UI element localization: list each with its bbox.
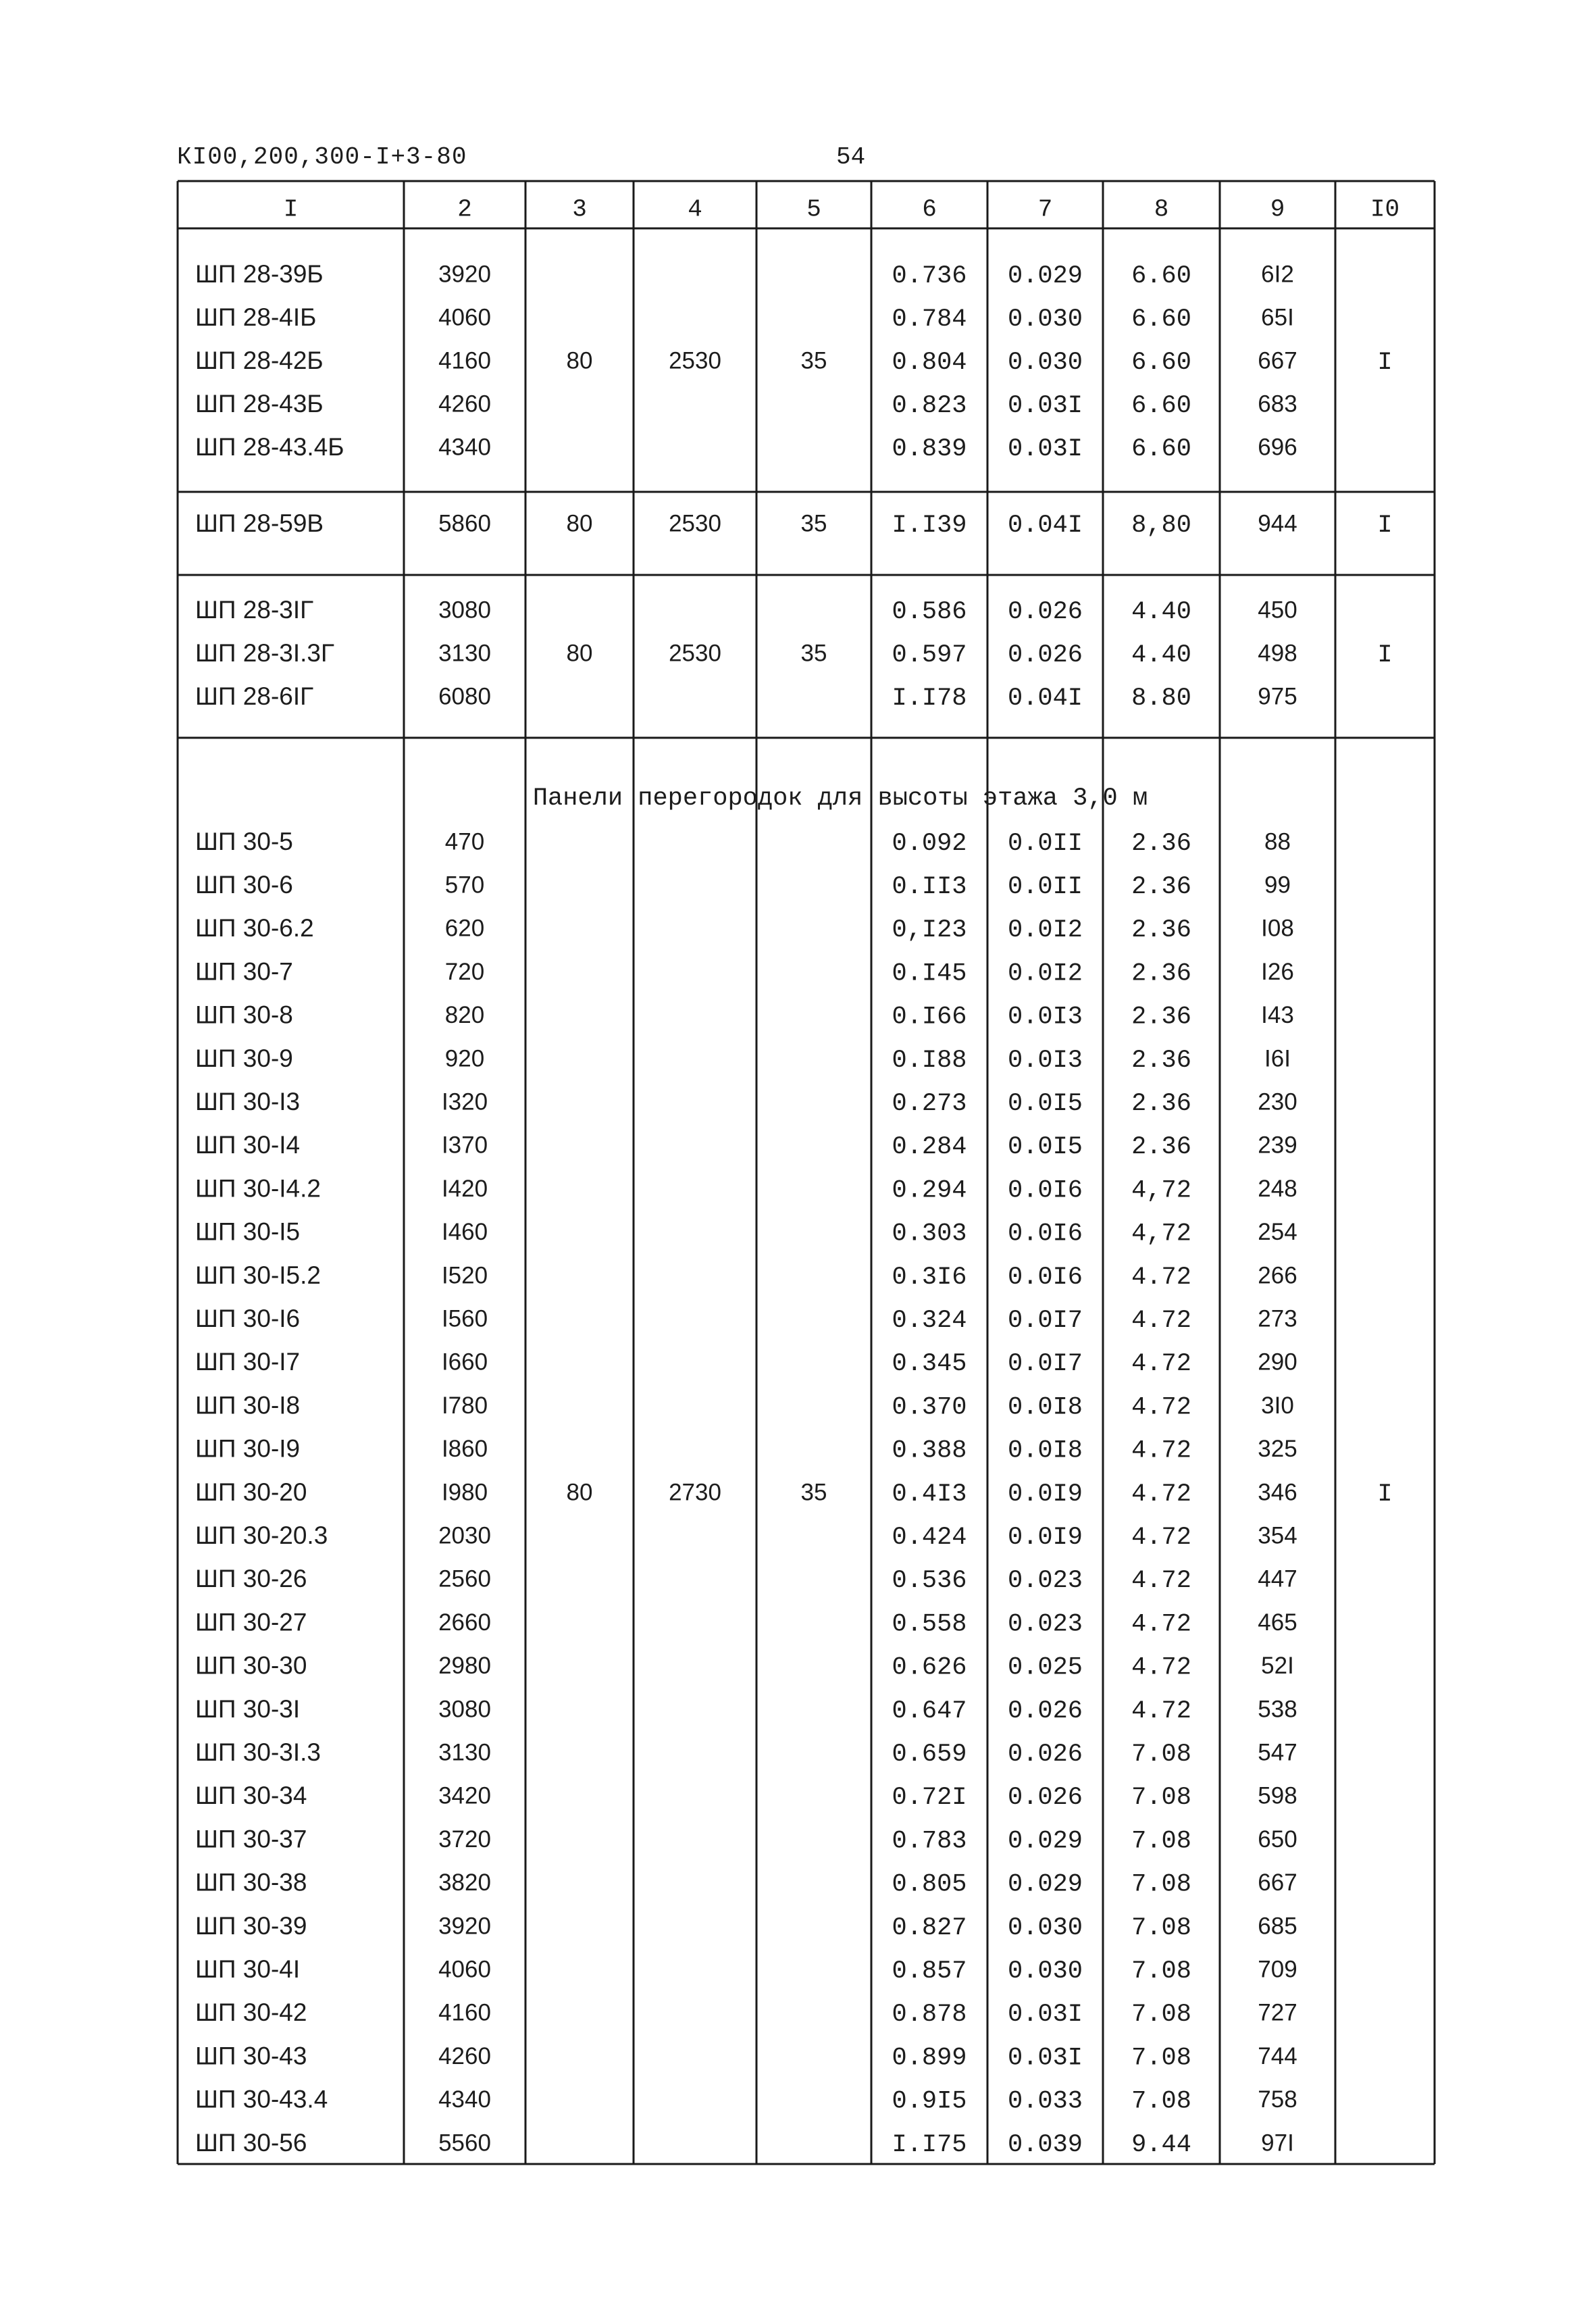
concrete-volume: 0.4I3 bbox=[892, 1480, 967, 1509]
panel-height: 2530 bbox=[669, 510, 721, 537]
steel-weight: 0.0I7 bbox=[1007, 1306, 1083, 1335]
panel-mass: 696 bbox=[1258, 434, 1297, 461]
concrete-volume: 0.273 bbox=[892, 1089, 967, 1118]
panel-height: 2530 bbox=[669, 640, 721, 667]
steel-weight: 0.023 bbox=[1007, 1610, 1083, 1639]
concrete-volume: 0.284 bbox=[892, 1133, 967, 1162]
concrete-volume: 0.294 bbox=[892, 1176, 967, 1205]
panel-mark: ШП 30-56 bbox=[195, 2128, 307, 2157]
panel-mass: I6I bbox=[1264, 1045, 1291, 1072]
panel-mass: 727 bbox=[1258, 1999, 1297, 2026]
section-title: Панели перегородок для высоты этажа 3,0 м bbox=[532, 784, 1148, 813]
steel-weight: 0.026 bbox=[1007, 1696, 1083, 1726]
steel-weight: 0.030 bbox=[1007, 1913, 1083, 1942]
panel-mark: ШП 30-20 bbox=[195, 1478, 307, 1506]
steel-weight: 0.033 bbox=[1007, 2087, 1083, 2116]
concrete-volume: 0.586 bbox=[892, 597, 967, 626]
panel-mass: 685 bbox=[1258, 1913, 1297, 1940]
panel-length: 4340 bbox=[438, 2086, 491, 2113]
reinforcement-mass: 6.60 bbox=[1131, 391, 1191, 420]
column-header-6: 6 bbox=[922, 195, 937, 224]
page-number: 54 bbox=[836, 143, 866, 171]
panel-mark: ШП 30-43.4 bbox=[195, 2085, 328, 2113]
steel-weight: 0.039 bbox=[1007, 2130, 1083, 2159]
concrete-volume: 0.647 bbox=[892, 1696, 967, 1726]
panel-mark: ШП 30-30 bbox=[195, 1651, 307, 1680]
reinforcement-mass: 7.08 bbox=[1131, 1870, 1191, 1899]
panel-length: 4160 bbox=[438, 347, 491, 374]
reinforcement-mass: 2.36 bbox=[1131, 1046, 1191, 1075]
steel-weight: 0.0II bbox=[1007, 829, 1083, 858]
concrete-volume: 0.303 bbox=[892, 1219, 967, 1249]
panel-length: I460 bbox=[441, 1219, 488, 1246]
panel-length: 4060 bbox=[438, 304, 491, 331]
panel-mark: ШП 30-I7 bbox=[195, 1348, 301, 1376]
concrete-volume: 0.536 bbox=[892, 1567, 967, 1596]
panel-mass: 598 bbox=[1258, 1782, 1297, 1809]
steel-weight: 0.0I7 bbox=[1007, 1350, 1083, 1379]
panel-thickness: 80 bbox=[566, 640, 593, 667]
reinforcement-mass: 7.08 bbox=[1131, 2044, 1191, 2073]
reinforcement-mass: 7.08 bbox=[1131, 1957, 1191, 1986]
steel-weight: 0.0I5 bbox=[1007, 1133, 1083, 1162]
panel-mark: ШП 30-I4.2 bbox=[195, 1174, 321, 1203]
panel-mark: ШП 30-39 bbox=[195, 1911, 307, 1940]
steel-weight: 0.029 bbox=[1007, 1827, 1083, 1856]
concrete-volume: 0.092 bbox=[892, 829, 967, 858]
steel-weight: 0.026 bbox=[1007, 640, 1083, 670]
steel-weight: 0.030 bbox=[1007, 1957, 1083, 1986]
panel-mark: ШП 30-7 bbox=[195, 957, 293, 986]
panel-mark: ШП 30-42 bbox=[195, 1998, 307, 2027]
panel-mass: 975 bbox=[1258, 683, 1297, 710]
panel-length: 2560 bbox=[438, 1565, 491, 1592]
panel-mark: ШП 30-37 bbox=[195, 1825, 307, 1853]
concrete-volume: 0.I66 bbox=[892, 1003, 967, 1032]
panel-length: 3080 bbox=[438, 1696, 491, 1723]
steel-weight: 0.0I3 bbox=[1007, 1046, 1083, 1075]
concrete-volume: I.I78 bbox=[892, 684, 967, 713]
panel-mass: 744 bbox=[1258, 2042, 1297, 2069]
panel-mass: 465 bbox=[1258, 1609, 1297, 1636]
panel-length: 4340 bbox=[438, 434, 491, 461]
concrete-volume: 0.878 bbox=[892, 2001, 967, 2030]
steel-weight: 0.030 bbox=[1007, 348, 1083, 377]
column-header-4: 4 bbox=[688, 195, 702, 224]
panel-length: 2660 bbox=[438, 1609, 491, 1636]
panel-mark: ШП 28-43Б bbox=[195, 389, 324, 418]
reinforcement-mass: 6.60 bbox=[1131, 434, 1191, 463]
concrete-volume: 0.804 bbox=[892, 348, 967, 377]
concrete-volume: 0.857 bbox=[892, 1957, 967, 1986]
reinforcement-mass: 4.72 bbox=[1131, 1350, 1191, 1379]
reinforcement-mass: 2.36 bbox=[1131, 959, 1191, 988]
reinforcement-mass: 4.40 bbox=[1131, 640, 1191, 670]
panel-mass: 758 bbox=[1258, 2086, 1297, 2113]
panel-length: 3920 bbox=[438, 1913, 491, 1940]
panel-mass: 650 bbox=[1258, 1826, 1297, 1853]
panel-length: 920 bbox=[444, 1045, 485, 1072]
panel-mass: 538 bbox=[1258, 1696, 1297, 1723]
panel-mass: 683 bbox=[1258, 391, 1297, 418]
panel-length: 3130 bbox=[438, 640, 491, 667]
panel-length: 3420 bbox=[438, 1782, 491, 1809]
panel-length: 4260 bbox=[438, 2042, 491, 2069]
panel-length: 570 bbox=[444, 872, 485, 899]
panel-mass: 230 bbox=[1258, 1088, 1297, 1115]
panel-mark: ШП 30-6 bbox=[195, 870, 293, 899]
reinforcement-mass: 4.72 bbox=[1131, 1653, 1191, 1682]
panel-length: I980 bbox=[441, 1479, 488, 1506]
panel-mass: I26 bbox=[1261, 958, 1294, 985]
reinforcement-mass: 4.72 bbox=[1131, 1610, 1191, 1639]
panel-mass: 239 bbox=[1258, 1132, 1297, 1159]
steel-weight: 0.04I bbox=[1007, 684, 1083, 713]
panel-length: 5860 bbox=[438, 510, 491, 537]
panel-mass: 88 bbox=[1264, 828, 1291, 855]
panel-length: I560 bbox=[441, 1305, 488, 1332]
panel-mark: ШП 28-4IБ bbox=[195, 303, 317, 331]
series-index: I bbox=[1377, 1480, 1393, 1509]
panel-mass: 547 bbox=[1258, 1739, 1297, 1766]
panel-mark: ШП 30-26 bbox=[195, 1565, 307, 1593]
reinforcement-mass: 7.08 bbox=[1131, 2001, 1191, 2030]
reinforcement-mass: 6.60 bbox=[1131, 261, 1191, 291]
panel-length: 3130 bbox=[438, 1739, 491, 1766]
panel-mass: 3I0 bbox=[1261, 1392, 1294, 1419]
panel-mark: ШП 30-I8 bbox=[195, 1391, 301, 1419]
panel-mark: ШП 28-59В bbox=[195, 509, 324, 537]
steel-weight: 0.03I bbox=[1007, 2001, 1083, 2030]
steel-weight: 0.0I8 bbox=[1007, 1436, 1083, 1465]
steel-weight: 0.026 bbox=[1007, 1740, 1083, 1769]
panel-mass: 290 bbox=[1258, 1349, 1297, 1376]
panel-mass: 99 bbox=[1264, 872, 1291, 899]
concrete-volume: 0.827 bbox=[892, 1913, 967, 1942]
panel-mass: 667 bbox=[1258, 347, 1297, 374]
concrete-volume: 0.626 bbox=[892, 1653, 967, 1682]
panel-mark: ШП 30-6.2 bbox=[195, 914, 314, 942]
column-header-7: 7 bbox=[1037, 195, 1053, 224]
panel-mark: ШП 28-39Б bbox=[195, 259, 324, 288]
panel-mark: ШП 30-27 bbox=[195, 1608, 307, 1636]
panel-mass: 97I bbox=[1261, 2130, 1294, 2157]
steel-weight: 0.03I bbox=[1007, 434, 1083, 463]
reinforcement-mass: 2.36 bbox=[1131, 916, 1191, 945]
reinforcement-mass: 4.72 bbox=[1131, 1393, 1191, 1422]
reinforcement-mass: 4.72 bbox=[1131, 1523, 1191, 1552]
panel-mass: 450 bbox=[1258, 597, 1297, 624]
steel-weight: 0.0I6 bbox=[1007, 1263, 1083, 1292]
panel-length: 2980 bbox=[438, 1653, 491, 1680]
panel-mass: 273 bbox=[1258, 1305, 1297, 1332]
steel-weight: 0.0I6 bbox=[1007, 1219, 1083, 1249]
panel-mark: ШП 28-42Б bbox=[195, 346, 324, 374]
panel-mark: ШП 30-I4 bbox=[195, 1131, 301, 1159]
reinforcement-mass: 6.60 bbox=[1131, 348, 1191, 377]
concrete-class: 35 bbox=[800, 347, 827, 374]
panel-mass: 346 bbox=[1258, 1479, 1297, 1506]
steel-weight: 0.030 bbox=[1007, 305, 1083, 334]
concrete-volume: 0.597 bbox=[892, 640, 967, 670]
panel-mark: ШП 30-I3 bbox=[195, 1087, 301, 1115]
panel-mark: ШП 30-I6 bbox=[195, 1304, 301, 1332]
reinforcement-mass: 8,80 bbox=[1131, 511, 1191, 540]
column-header-9: 9 bbox=[1270, 195, 1285, 224]
panel-length: 4260 bbox=[438, 391, 491, 418]
panel-mark: ШП 30-3I.3 bbox=[195, 1738, 321, 1766]
steel-weight: 0.029 bbox=[1007, 1870, 1083, 1899]
reinforcement-mass: 7.08 bbox=[1131, 1740, 1191, 1769]
panel-mark: ШП 30-I5 bbox=[195, 1217, 301, 1246]
panel-mass: 65I bbox=[1261, 304, 1294, 331]
steel-weight: 0.03I bbox=[1007, 391, 1083, 420]
concrete-volume: I.I75 bbox=[892, 2130, 967, 2159]
concrete-volume: 0.736 bbox=[892, 261, 967, 291]
panel-thickness: 80 bbox=[566, 510, 593, 537]
panel-length: 3920 bbox=[438, 261, 491, 288]
panel-mass: 447 bbox=[1258, 1565, 1297, 1592]
panel-mass: 944 bbox=[1258, 510, 1297, 537]
column-header-3: 3 bbox=[572, 195, 587, 224]
concrete-volume: 0.I88 bbox=[892, 1046, 967, 1075]
steel-weight: 0.0I6 bbox=[1007, 1176, 1083, 1205]
concrete-volume: 0.II3 bbox=[892, 872, 967, 901]
concrete-class: 35 bbox=[800, 1479, 827, 1506]
concrete-volume: 0.345 bbox=[892, 1350, 967, 1379]
column-header-2: 2 bbox=[457, 195, 472, 224]
series-index: I bbox=[1377, 640, 1393, 670]
panel-mark: ШП 30-34 bbox=[195, 1782, 307, 1810]
reinforcement-mass: 2.36 bbox=[1131, 1089, 1191, 1118]
reinforcement-mass: 4.72 bbox=[1131, 1696, 1191, 1726]
concrete-volume: 0.424 bbox=[892, 1523, 967, 1552]
steel-weight: 0.026 bbox=[1007, 1784, 1083, 1813]
series-index: I bbox=[1377, 511, 1393, 540]
panel-mark: ШП 30-43 bbox=[195, 2042, 307, 2070]
concrete-volume: 0,I23 bbox=[892, 916, 967, 945]
concrete-volume: 0.784 bbox=[892, 305, 967, 334]
steel-weight: 0.0I8 bbox=[1007, 1393, 1083, 1422]
reinforcement-mass: 4.72 bbox=[1131, 1306, 1191, 1335]
panel-mark: ШП 30-5 bbox=[195, 827, 293, 855]
panel-length: 3720 bbox=[438, 1826, 491, 1853]
panel-length: 4160 bbox=[438, 1999, 491, 2026]
reinforcement-mass: 7.08 bbox=[1131, 1784, 1191, 1813]
reinforcement-mass: 9.44 bbox=[1131, 2130, 1191, 2159]
series-index: I bbox=[1377, 348, 1393, 377]
panel-mark: ШП 28-3I.3Г bbox=[195, 638, 335, 667]
concrete-volume: 0.899 bbox=[892, 2044, 967, 2073]
concrete-volume: 0.324 bbox=[892, 1306, 967, 1335]
steel-weight: 0.026 bbox=[1007, 597, 1083, 626]
steel-weight: 0.04I bbox=[1007, 511, 1083, 540]
reinforcement-mass: 8.80 bbox=[1131, 684, 1191, 713]
column-header-5: 5 bbox=[806, 195, 821, 224]
panel-mark: ШП 30-I5.2 bbox=[195, 1261, 321, 1289]
panel-mark: ШП 30-8 bbox=[195, 1001, 293, 1029]
concrete-volume: 0.805 bbox=[892, 1870, 967, 1899]
concrete-volume: 0.9I5 bbox=[892, 2087, 967, 2116]
panel-length: I370 bbox=[441, 1132, 488, 1159]
reinforcement-mass: 2.36 bbox=[1131, 829, 1191, 858]
panel-length: I520 bbox=[441, 1262, 488, 1289]
reinforcement-mass: 4.72 bbox=[1131, 1567, 1191, 1596]
steel-weight: 0.0I9 bbox=[1007, 1523, 1083, 1552]
reinforcement-mass: 7.08 bbox=[1131, 1913, 1191, 1942]
panel-length: 720 bbox=[444, 958, 485, 985]
panel-mark: ШП 30-20.3 bbox=[195, 1521, 328, 1549]
concrete-class: 35 bbox=[800, 640, 827, 667]
panel-length: I420 bbox=[441, 1175, 488, 1202]
concrete-class: 35 bbox=[800, 510, 827, 537]
steel-weight: 0.0I3 bbox=[1007, 1003, 1083, 1032]
reinforcement-mass: 2.36 bbox=[1131, 1133, 1191, 1162]
steel-weight: 0.025 bbox=[1007, 1653, 1083, 1682]
panel-thickness: 80 bbox=[566, 1479, 593, 1506]
steel-weight: 0.0I5 bbox=[1007, 1089, 1083, 1118]
reinforcement-mass: 4.72 bbox=[1131, 1436, 1191, 1465]
reinforcement-mass: 7.08 bbox=[1131, 1827, 1191, 1856]
reinforcement-mass: 4,72 bbox=[1131, 1219, 1191, 1249]
panel-mark: ШП 28-6IГ bbox=[195, 682, 314, 710]
steel-weight: 0.0I9 bbox=[1007, 1480, 1083, 1509]
concrete-volume: I.I39 bbox=[892, 511, 967, 540]
panel-mass: I08 bbox=[1261, 915, 1294, 942]
concrete-volume: 0.558 bbox=[892, 1610, 967, 1639]
panel-length: 620 bbox=[444, 915, 485, 942]
concrete-volume: 0.783 bbox=[892, 1827, 967, 1856]
concrete-volume: 0.72I bbox=[892, 1784, 967, 1813]
panel-length: I660 bbox=[441, 1349, 488, 1376]
panel-mass: 52I bbox=[1261, 1653, 1294, 1680]
steel-weight: 0.0II bbox=[1007, 872, 1083, 901]
concrete-volume: 0.I45 bbox=[892, 959, 967, 988]
reinforcement-mass: 6.60 bbox=[1131, 305, 1191, 334]
reinforcement-mass: 2.36 bbox=[1131, 872, 1191, 901]
concrete-volume: 0.659 bbox=[892, 1740, 967, 1769]
panel-mass: 248 bbox=[1258, 1175, 1297, 1202]
reinforcement-mass: 4.72 bbox=[1131, 1263, 1191, 1292]
panel-mass: I43 bbox=[1261, 1002, 1294, 1029]
panel-mass: 266 bbox=[1258, 1262, 1297, 1289]
panel-length: I320 bbox=[441, 1088, 488, 1115]
panel-mark: ШП 30-9 bbox=[195, 1044, 293, 1072]
steel-weight: 0.0I2 bbox=[1007, 916, 1083, 945]
panel-mark: ШП 30-38 bbox=[195, 1868, 307, 1896]
panel-mark: ШП 28-3IГ bbox=[195, 595, 314, 624]
concrete-volume: 0.823 bbox=[892, 391, 967, 420]
concrete-volume: 0.839 bbox=[892, 434, 967, 463]
panel-mark: ШП 30-I9 bbox=[195, 1434, 301, 1463]
panel-mass: 709 bbox=[1258, 1956, 1297, 1983]
panel-mass: 325 bbox=[1258, 1436, 1297, 1463]
panel-thickness: 80 bbox=[566, 347, 593, 374]
panel-length: 6080 bbox=[438, 683, 491, 710]
reinforcement-mass: 4,72 bbox=[1131, 1176, 1191, 1205]
panel-length: 820 bbox=[444, 1002, 485, 1029]
panel-length: 3080 bbox=[438, 597, 491, 624]
panel-mass: 6I2 bbox=[1261, 261, 1294, 288]
panel-height: 2530 bbox=[669, 347, 721, 374]
steel-weight: 0.029 bbox=[1007, 261, 1083, 291]
concrete-volume: 0.388 bbox=[892, 1436, 967, 1465]
panel-mark: ШП 30-4I bbox=[195, 1955, 301, 1983]
panel-mark: ШП 28-43.4Б bbox=[195, 432, 344, 461]
panel-length: 470 bbox=[444, 828, 485, 855]
panel-mass: 354 bbox=[1258, 1522, 1297, 1549]
panel-length: I780 bbox=[441, 1392, 488, 1419]
panel-mass: 254 bbox=[1258, 1219, 1297, 1246]
panel-mass: 498 bbox=[1258, 640, 1297, 667]
reinforcement-mass: 2.36 bbox=[1131, 1003, 1191, 1032]
column-header-8: 8 bbox=[1154, 195, 1169, 224]
concrete-volume: 0.370 bbox=[892, 1393, 967, 1422]
reinforcement-mass: 4.40 bbox=[1131, 597, 1191, 626]
steel-weight: 0.0I2 bbox=[1007, 959, 1083, 988]
panel-mass: 667 bbox=[1258, 1869, 1297, 1896]
reinforcement-mass: 7.08 bbox=[1131, 2087, 1191, 2116]
reinforcement-mass: 4.72 bbox=[1131, 1480, 1191, 1509]
panel-length: 4060 bbox=[438, 1956, 491, 1983]
column-header-1: I bbox=[283, 195, 299, 224]
panel-mark: ШП 30-3I bbox=[195, 1694, 301, 1723]
document-code: КI00,200,300-I+3-80 bbox=[177, 143, 467, 171]
concrete-volume: 0.3I6 bbox=[892, 1263, 967, 1292]
column-header-10: I0 bbox=[1370, 195, 1400, 224]
steel-weight: 0.023 bbox=[1007, 1567, 1083, 1596]
panel-length: 2030 bbox=[438, 1522, 491, 1549]
panel-length: I860 bbox=[441, 1436, 488, 1463]
steel-weight: 0.03I bbox=[1007, 2044, 1083, 2073]
panel-length: 5560 bbox=[438, 2130, 491, 2157]
panel-height: 2730 bbox=[669, 1479, 721, 1506]
panel-length: 3820 bbox=[438, 1869, 491, 1896]
